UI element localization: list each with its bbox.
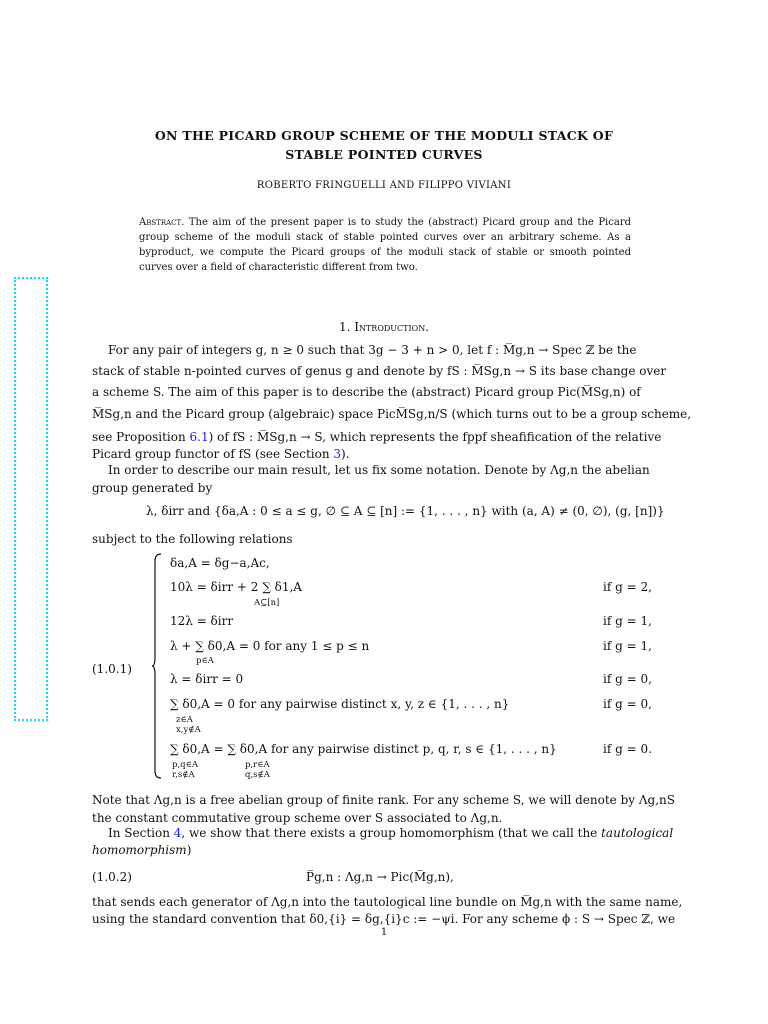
p3-line1: Note that Λg,n is a free abelian group of finite rank. For any scheme S, we will denote by Λg,nS [92,793,675,807]
relation-4-cond: if g = 1, [603,639,652,653]
relation-4-sum-index: p∈A [196,656,214,666]
relation-7-sum-index-left: p,q∈A r,s∉A [172,760,199,780]
relation-2-cond: if g = 2, [603,580,652,594]
ref-section-4[interactable]: 4 [173,826,182,840]
ref-section-3[interactable]: 3 [333,447,342,461]
p1-line6: Picard group functor of fS (see Section 3). [92,447,350,461]
eq-label-1-0-2: (1.0.2) [92,870,132,884]
relation-2-sum-index: A⊆[n] [254,598,280,608]
relation-5: λ = δirr = 0 [170,672,244,686]
paper-title: ON THE PICARD GROUP SCHEME OF THE MODULI STACK OF STABLE POINTED CURVES [154,128,614,162]
relation-7: ∑ δ0,A = ∑ δ0,A for any pairwise distinct p, q, r, s ∈ {1, . . . , n} [170,742,557,756]
relation-3: 12λ = δirr [170,614,234,628]
p1-line2: stack of stable n-pointed curves of genus g and denote by fS : M̅Sg,n → S its base change over [92,364,667,378]
p5-line1: that sends each generator of Λg,n into the tautological line bundle on M̅g,n with the same name, [92,895,683,909]
p3-line2: the constant commutative group scheme over S associated to Λg,n. [92,811,503,825]
relation-5-cond: if g = 0, [603,672,652,686]
p2-line2: group generated by [92,481,213,495]
p4-line1: In Section 4, we show that there exists a group homomorphism (that we call the tautological [108,826,674,840]
abstract [139,215,631,275]
subject-to-line: subject to the following relations [92,532,293,546]
relation-1: δa,A = δg−a,Ac, [170,556,270,570]
p1-line3: a scheme S. The aim of this paper is to describe the (abstract) Picard group Pic(M̅Sg,n) of [92,385,641,399]
relation-3-cond: if g = 1, [603,614,652,628]
eq-label-1-0-1: (1.0.1) [92,662,132,676]
paper-authors: ROBERTO FRINGUELLI AND FILIPPO VIVIANI [256,180,512,191]
page-number: 1 [380,927,388,938]
relation-7-cond: if g = 0. [603,742,652,756]
p1-line1: For any pair of integers g, n ≥ 0 such that 3g − 3 + n > 0, let f : M̅g,n → Spec ℤ be the [108,343,637,357]
p1-line4: M̅Sg,n and the Picard group (algebraic) space PicM̅Sg,n/S (which turns out to be a group scheme, [92,407,692,421]
p5-line2: using the standard convention that δ0,{i} = δg,{i}c := −ψi. For any scheme ϕ : S → Spec ℤ, we [92,912,676,926]
left-brace [152,553,162,779]
section-heading: 1. Introduction. [338,320,430,334]
relation-6-sum-index: z∈A x,y∉A [176,715,201,735]
abstract-label: Abstract. [139,217,185,228]
margin-annotation-box [14,277,48,721]
relation-2: 10λ = δirr + 2 ∑ δ1,A [170,580,302,594]
relation-7-sum-index-right: p,r∈A q,s∉A [245,760,270,780]
ref-proposition-6-1[interactable]: 6.1 [189,430,209,444]
generators-display: λ, δirr and {δa,A : 0 ≤ a ≤ g, ∅ ⊆ A ⊆ [n] := {1, . . . , n} with (a, A) ≠ (0, ∅), (g, [n])} [146,504,665,518]
relation-6: ∑ δ0,A = 0 for any pairwise distinct x, y, z ∈ {1, . . . , n} [170,697,510,711]
relation-6-cond: if g = 0, [603,697,652,711]
equation-1-0-2: P̅g,n : Λg,n → Pic(M̅g,n), [306,870,454,884]
p4-line2: homomorphism) [92,843,192,857]
p1-line5: see Proposition 6.1) of fS : M̅Sg,n → S, which represents the fppf sheafification of the relative [92,430,662,444]
p2-line1: In order to describe our main result, let us fix some notation. Denote by Λg,n the abelian [108,463,650,477]
abstract-text: The aim of the present paper is to study the (abstract) Picard group and the Picard group scheme of the moduli stack of stable pointed curves over an arbitrary scheme. As a byproduct, we compute the Picard groups of the moduli stack of stable or smooth pointed curves over a field of characteristic different from two. [139,217,631,273]
relation-4: λ + ∑ δ0,A = 0 for any 1 ≤ p ≤ n [170,639,370,653]
